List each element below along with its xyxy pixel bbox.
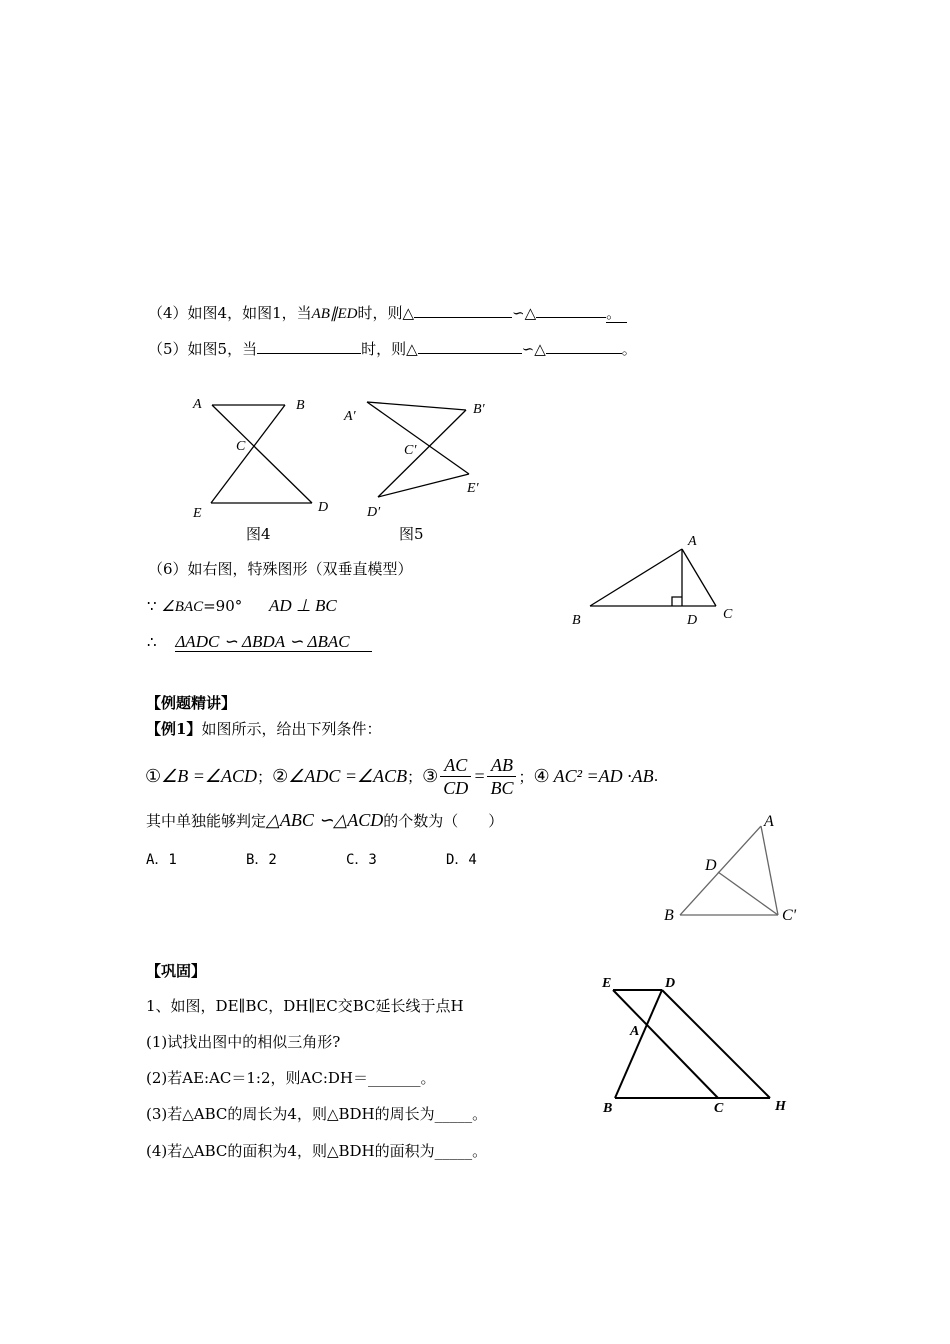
q6-conclusion: ΔADC ∽ ΔBDA ∽ ΔBAC — [175, 632, 371, 652]
cond3-num2: AB — [487, 754, 516, 777]
option-b[interactable]: B．2 — [246, 852, 277, 868]
q5-mid: 时，则△ — [361, 340, 418, 358]
fig6-label-C: C — [723, 607, 733, 622]
question-text-b: 的个数为（ ） — [383, 812, 504, 830]
fig8-label-B: B — [603, 1101, 613, 1116]
cond3-num: ③ — [422, 765, 439, 787]
cond3-den2: BC — [490, 777, 514, 798]
cond1-num: ① — [145, 765, 162, 787]
cond3-num1: AC — [440, 754, 471, 777]
fig6-label-B: B — [572, 613, 581, 628]
fig4-label-D: D — [318, 500, 329, 515]
option-a[interactable]: A．1 — [146, 852, 177, 868]
example-1-tag: 【例1】 — [146, 720, 202, 738]
consolidate-s3: (3)若△ABC的周长为4，则△BDH的周长为_____。 — [146, 1105, 488, 1123]
consolidate-q1: 1、如图，DE∥BC，DH∥EC交BC延长线于点H — [146, 997, 464, 1015]
fig5-label-E: E′ — [467, 481, 479, 496]
fig4-label-E: E — [193, 506, 202, 521]
fig7-label-C: C' — [782, 907, 797, 924]
cond2-num: ② — [272, 765, 289, 787]
cond2: ∠ADC =∠ACB — [288, 765, 408, 786]
q5-end: 。 — [621, 340, 637, 358]
fig8-label-H: H — [775, 1099, 786, 1114]
fig4-label-B: B — [296, 398, 305, 413]
q5-sim: ∽△ — [521, 340, 546, 358]
fig4-label-C: C — [236, 439, 246, 454]
cond3-den1: CD — [443, 777, 469, 798]
q4-mid: 时，则△ — [357, 304, 415, 322]
consolidate-section-title: 【巩固】 — [146, 962, 207, 980]
fig5-label-A: A′ — [344, 409, 356, 424]
q6-title: （6）如右图，特殊图形（双垂直模型） — [148, 560, 413, 578]
q4-condition: AB∥ED — [311, 306, 358, 322]
fig8-label-D: D — [665, 976, 676, 991]
fig8-label-E: E — [602, 976, 612, 991]
question-text-a: 其中单独能够判定 — [146, 812, 267, 830]
cond4-end: . — [653, 767, 659, 785]
q4-prefix: （4）如图4，如图1，当 — [148, 304, 312, 322]
therefore-symbol: ∴ — [147, 633, 157, 651]
option-d[interactable]: D．4 — [446, 852, 477, 868]
fig7-label-A: A — [764, 813, 774, 830]
fig5-caption: 图5 — [399, 525, 424, 543]
fig4-caption: 图4 — [246, 525, 271, 543]
fig4-label-A: A — [193, 397, 202, 412]
q6-perp: AD ⊥ BC — [269, 596, 337, 615]
fig8-label-A: A — [630, 1024, 640, 1039]
q5-prefix: （5）如图5，当 — [148, 340, 258, 358]
fig5-label-C: C′ — [404, 443, 417, 458]
sep3: ； — [518, 767, 534, 786]
consolidate-s1: (1)试找出图中的相似三角形? — [146, 1033, 341, 1051]
fig5-label-B: B′ — [473, 402, 485, 417]
question-triangles: △ABC ∽△ACD — [266, 810, 384, 830]
q6-eq90: =90° — [203, 597, 243, 615]
example-section-title: 【例题精讲】 — [146, 694, 237, 712]
sep2: ； — [407, 767, 423, 786]
cond4: AC² =AD ·AB — [553, 765, 654, 786]
fig7-label-D: D — [705, 857, 717, 874]
sep1: ； — [257, 767, 273, 786]
cond4-num: ④ — [533, 765, 550, 787]
fig8-label-C: C — [714, 1101, 724, 1116]
option-c[interactable]: C．3 — [346, 852, 377, 868]
fig6-label-A: A — [688, 534, 697, 549]
consolidate-s2: (2)若AE:AC＝1:2，则AC:DH＝_______。 — [146, 1069, 436, 1087]
cond1: ∠B =∠ACD — [161, 765, 258, 786]
q4-end: 。 — [606, 304, 627, 323]
cond3-eq: = — [473, 765, 486, 786]
consolidate-s4: (4)若△ABC的面积为4，则△BDH的面积为_____。 — [146, 1142, 488, 1160]
fig6-label-D: D — [687, 613, 698, 628]
q4-sim: ∽△ — [512, 304, 537, 322]
because-symbol: ∵ — [147, 597, 157, 615]
fig5-label-D: D′ — [367, 505, 381, 520]
fig7-label-B: B — [664, 907, 674, 924]
q6-angle: ∠BAC — [161, 599, 204, 615]
example-1-text: 如图所示，给出下列条件： — [201, 720, 382, 738]
